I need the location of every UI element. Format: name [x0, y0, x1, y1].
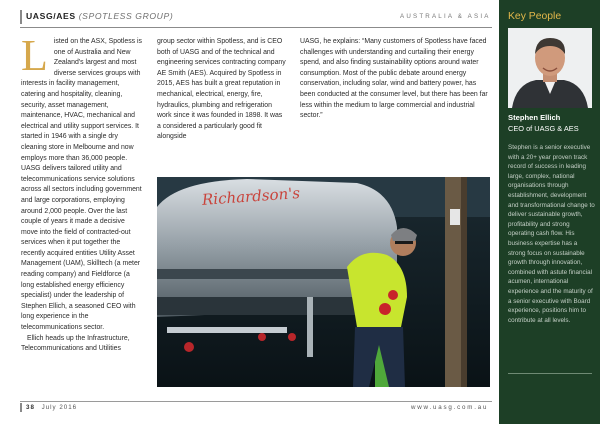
footer-left: [26, 404, 77, 411]
article-paragraph: isted on the ASX, Spotless is one of Australia and New Zealand's largest and most diverse services groups with interests in facility management, catering and hospitality, cleaning, security, asset management, maintenance, HVAC, mechanical and electrical and utility support services. It started in 1946 with a single dry cleaning store in Melbourne and now employs more than 36,000 people. UASG delivers tailored utility and telecommunications service solutions across all sectors including government and large corporations, employing around 2,000 people. Over the last couple of years it made a decisive move into the field of contracted-out services when it put together the recently acquired entities Utility Asset Management (UAM), Skilltech (a meter reading company) and Fieldforce (a long established energy efficiency specialist) under the leadership of Stephen Ellich, a seasoned CEO with long experience in the telecommunications sector.: [21, 38, 142, 332]
region-label: AUSTRALIA & ASIA: [400, 13, 491, 20]
brand-group: (SPOTLESS GROUP): [78, 11, 174, 21]
person-name: Stephen Ellich: [508, 113, 561, 122]
article-column-3: [300, 37, 490, 122]
website-url: www.uasg.com.au: [411, 404, 489, 411]
page-number: 38: [26, 404, 35, 411]
header-marker: [20, 10, 22, 24]
article-photo: [157, 177, 490, 387]
article-paragraph: group sector within Spotless, and is CEO both of UASG and of the technical and engineering services contracting company AE Smith (AES). Acquired by Spotless in 2015, AES has built a great reputation in mechanical, electrical, energy, fire, hydraulics, plumbing and refrigeration work since it was founded in 1898. It was a considered a particularly good fit alongside: [157, 38, 286, 141]
truck-lettering: Richardson's: [201, 184, 301, 209]
issue-date: July 2016: [41, 404, 78, 411]
running-head: [26, 11, 173, 21]
sidebar-divider: [508, 373, 592, 374]
portrait-photo: [508, 28, 592, 108]
sidebar-title: Key People: [508, 11, 562, 22]
person-role: CEO of UASG & AES: [508, 124, 579, 133]
article-column-2: [157, 37, 286, 143]
article-column-1: [21, 31, 142, 355]
article-paragraph: UASG, he explains: “Many customers of Spotless have faced challenges with understanding and curtailing their energy spend, and also finding sustainability options around water consumption. Most of the public debate around energy conservation, including solar, wind and battery power, has been conducted at the consumer level, but there has been far less within the medium to large commercial and industrial sector.”: [300, 38, 488, 120]
drop-cap: L: [21, 31, 48, 80]
person-bio: Stephen is a senior executive with a 20+ year proven track record of success in leading large, complex, national organisations through establishment, development and transformational change to deliver sustainable growth, profitability and strong operating cash flow. His business expertise has a strong focus on sustainable growth through innovation, combined with astute financial acumen, international experience and the maturity of a senior executive with Board experience, positions him to contribute at all levels.: [508, 144, 595, 324]
header-divider: [20, 27, 492, 28]
article-paragraph: Ellich heads up the Infrastructure, Telecommunications and Utilities: [21, 334, 130, 353]
brand-name: UASG/AES: [26, 11, 76, 21]
footer-marker: [20, 403, 22, 412]
footer-divider: [20, 401, 492, 402]
